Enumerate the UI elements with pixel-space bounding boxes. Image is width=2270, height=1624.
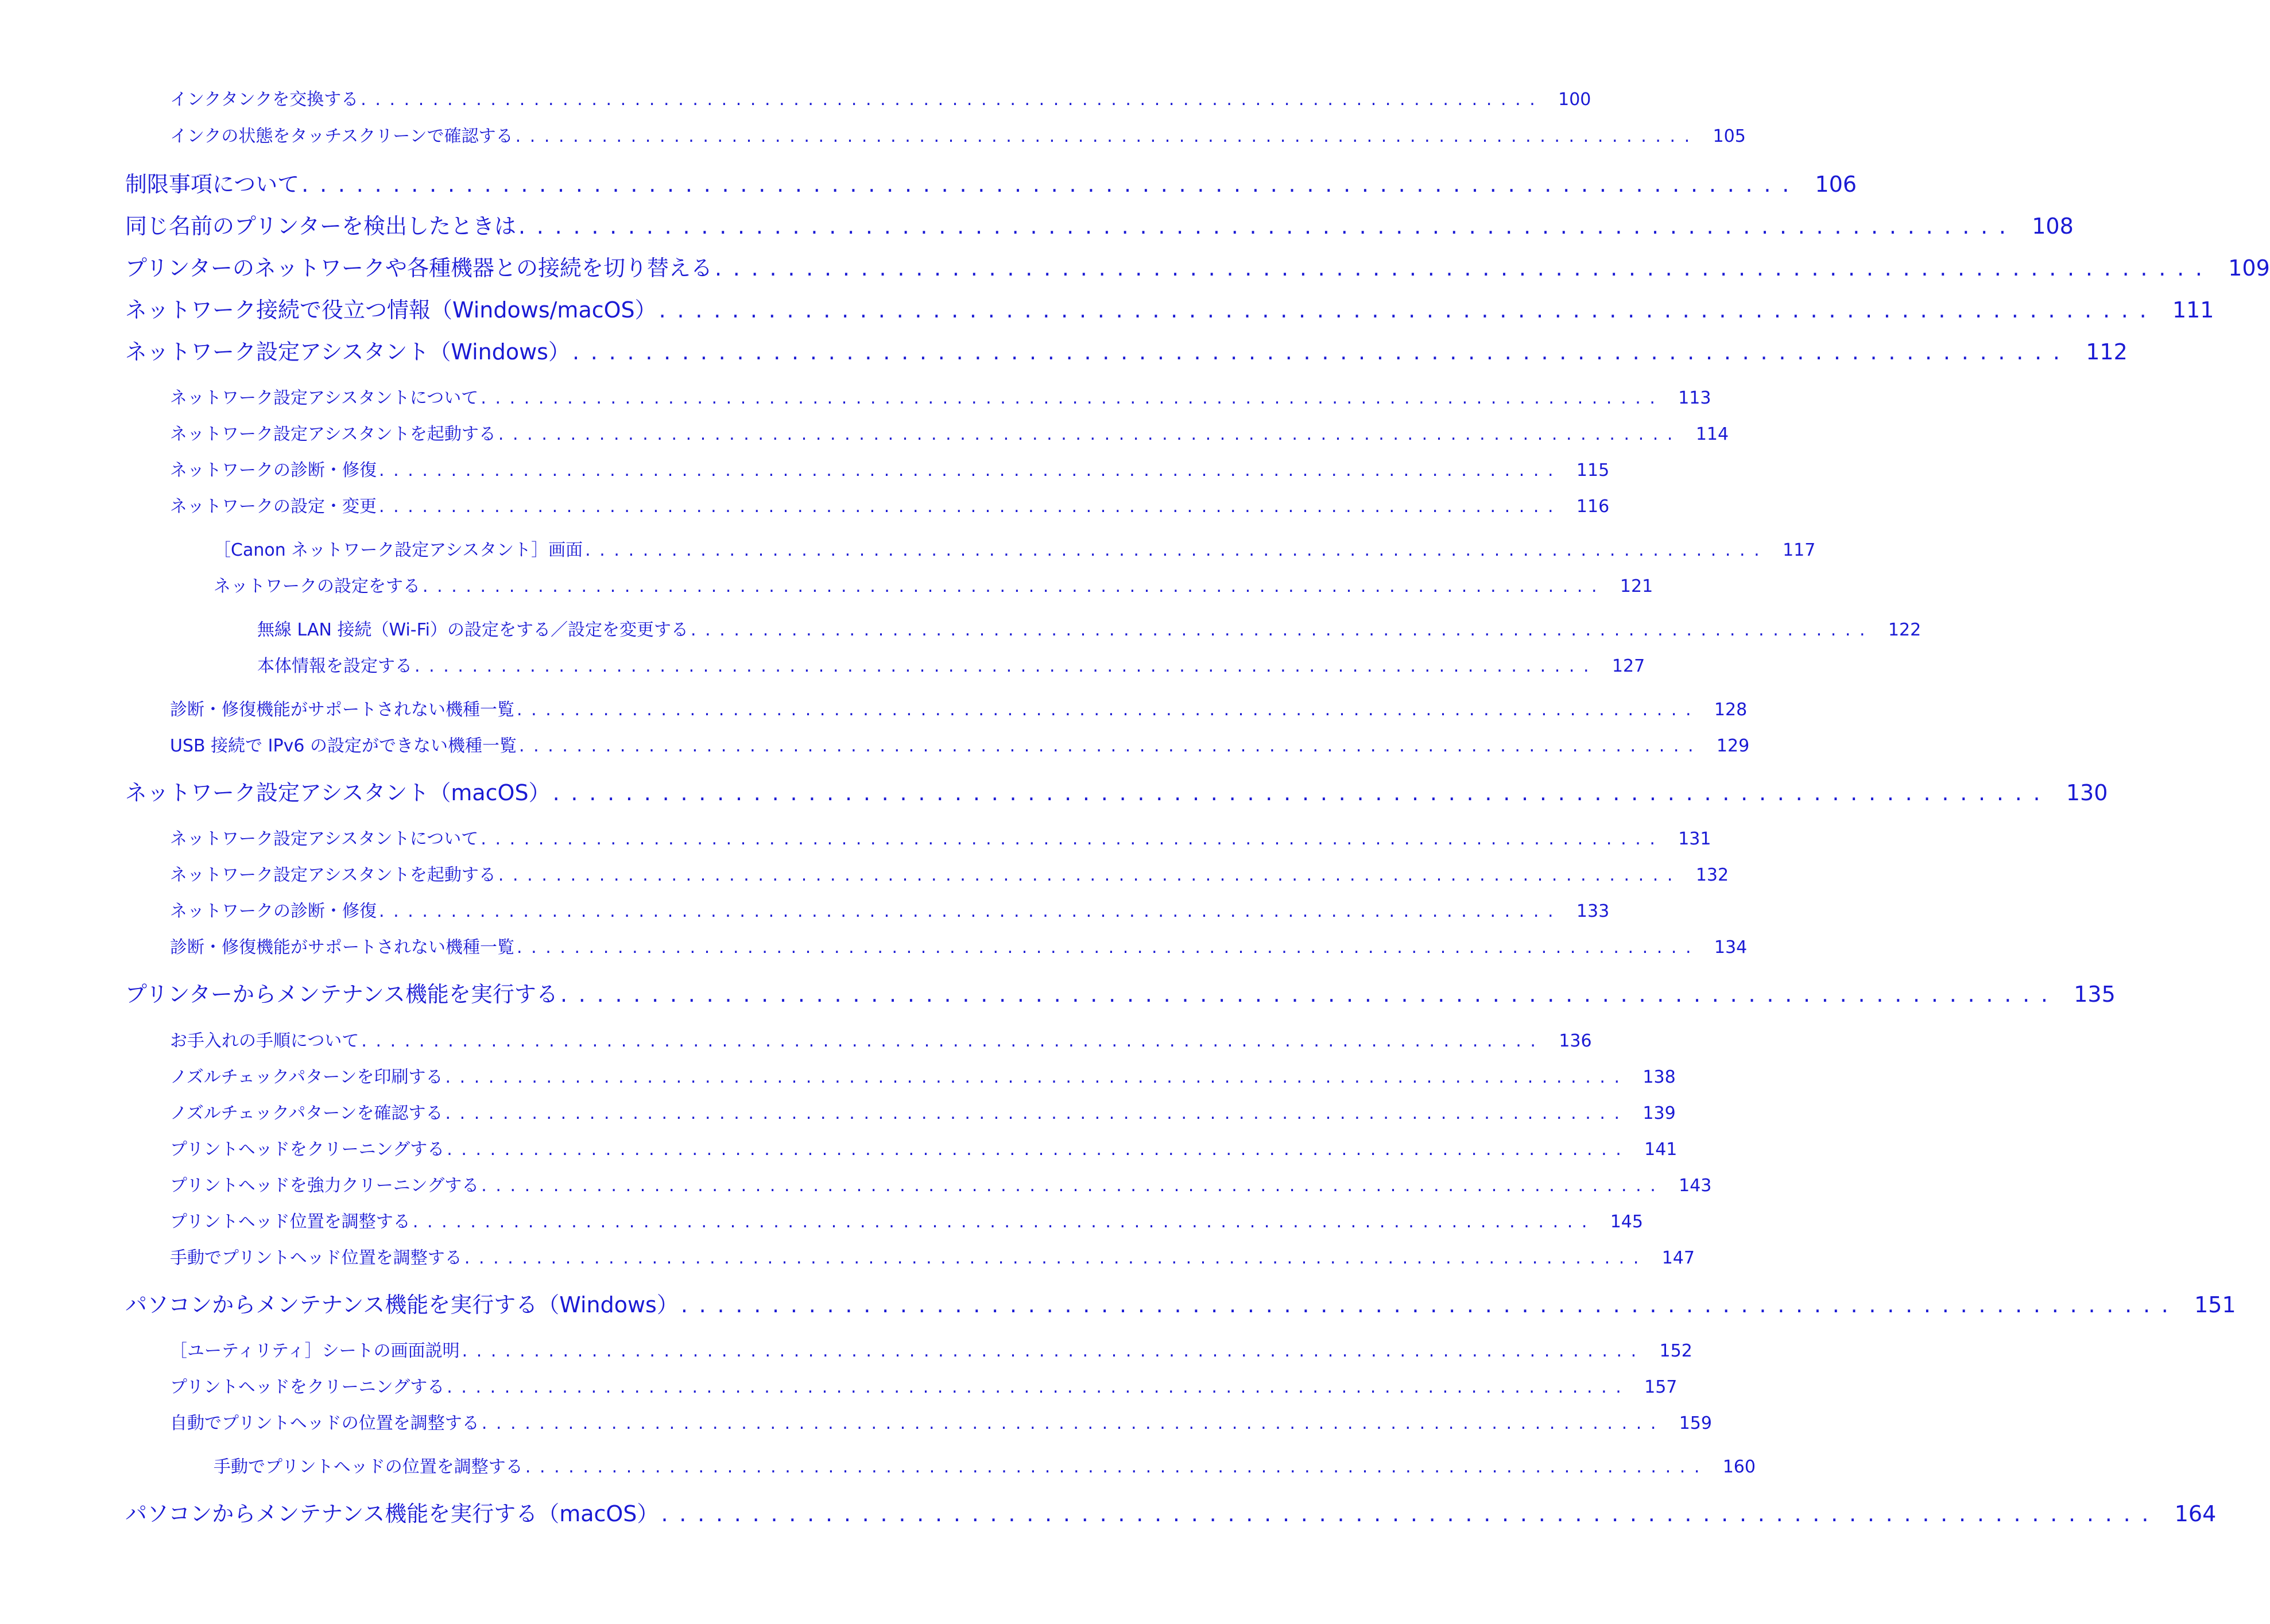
toc-leader-dots: .................................................................................. [658, 297, 2158, 323]
toc-leader-dots: .................................................................................. [585, 540, 1769, 560]
toc-leader-dots: .................................................................................. [518, 214, 2017, 239]
toc-entry-page: 134 [1714, 937, 1748, 958]
toc-entry-page: 133 [1576, 901, 1610, 921]
toc-entry[interactable] [170, 824, 1711, 850]
toc-entry-page: 129 [1716, 736, 1750, 756]
toc-entry-page: 160 [1722, 1457, 1756, 1477]
toc-entry-page: 128 [1714, 700, 1748, 720]
toc-entry-page: 105 [1713, 126, 1746, 146]
toc-entry[interactable] [125, 166, 1857, 198]
toc-entry[interactable] [170, 1336, 1692, 1362]
toc-entry-page: 136 [1559, 1031, 1592, 1051]
toc-entry[interactable] [125, 334, 2128, 366]
toc-entry[interactable] [170, 861, 1729, 886]
toc-entry-title: プリントヘッドをクリーニングする [170, 1377, 445, 1397]
toc-entry-title: ネットワーク設定アシスタントについて [170, 829, 479, 849]
toc-entry-page: 132 [1695, 865, 1729, 885]
toc-entry-title: インクの状態をタッチスクリーンで確認する [170, 126, 513, 146]
toc-entry-title: プリンターからメンテナンス機能を実行する [125, 982, 558, 1007]
toc-entry-title: ノズルチェックパターンを印刷する [170, 1067, 443, 1087]
toc-leader-dots: .................................................................................. [572, 339, 2071, 365]
toc-entry-title: プリントヘッドをクリーニングする [170, 1139, 445, 1160]
toc-entry[interactable] [170, 1409, 1712, 1434]
toc-entry-page: 147 [1661, 1248, 1695, 1268]
toc-entry[interactable] [257, 652, 1645, 677]
toc-entry-title: ノズルチェックパターンを確認する [170, 1103, 443, 1123]
toc-entry-title: 同じ名前のプリンターを検出したときは [125, 214, 516, 239]
toc-entry-title: インクタンクを交換する [170, 90, 359, 110]
toc-entry-page: 111 [2172, 297, 2214, 323]
toc-entry[interactable] [214, 1452, 1756, 1478]
toc-entry-page: 100 [1558, 90, 1591, 110]
toc-leader-dots: .................................................................................. [525, 1457, 1709, 1477]
toc-leader-dots: .................................................................................. [445, 1067, 1629, 1087]
toc-entry-title: ネットワークの設定・変更 [170, 497, 377, 517]
toc-entry-page: 159 [1679, 1413, 1712, 1433]
toc-leader-dots: .................................................................................. [464, 1248, 1648, 1268]
toc-leader-dots: .................................................................................. [517, 937, 1700, 958]
toc-entry-title: ［ユーティリティ］シートの画面説明 [170, 1341, 460, 1361]
toc-entry[interactable] [170, 1026, 1592, 1052]
toc-entry[interactable] [214, 572, 1653, 597]
toc-leader-dots: .................................................................................. [481, 1413, 1665, 1433]
toc-leader-dots: .................................................................................. [517, 700, 1700, 720]
toc-entry[interactable] [125, 250, 2270, 282]
toc-leader-dots: .................................................................................. [379, 901, 1563, 921]
toc-entry[interactable] [125, 1287, 2236, 1319]
toc-leader-dots: .................................................................................. [498, 865, 1682, 885]
toc-entry-page: 135 [2074, 982, 2116, 1007]
toc-entry-title: 本体情報を設定する [257, 656, 412, 676]
toc-entry-page: 109 [2228, 255, 2270, 281]
toc-entry[interactable] [170, 731, 1750, 757]
toc-leader-dots: .................................................................................. [462, 1341, 1645, 1361]
toc-entry[interactable] [170, 122, 1746, 147]
toc-entry[interactable] [214, 536, 1816, 561]
toc-entry-title: 診断・修復機能がサポートされない機種一覧 [170, 700, 514, 720]
toc-leader-dots: .................................................................................. [714, 255, 2214, 281]
toc-leader-dots: .................................................................................. [379, 460, 1563, 480]
toc-entry[interactable] [125, 1496, 2217, 1528]
toc-entry[interactable] [170, 1099, 1676, 1124]
toc-entry[interactable] [170, 1171, 1712, 1196]
toc-entry-page: 138 [1643, 1067, 1676, 1087]
toc-entry-page: 115 [1576, 460, 1610, 480]
toc-entry-title: プリントヘッドを強力クリーニングする [170, 1176, 479, 1196]
toc-leader-dots: .................................................................................. [361, 1031, 1545, 1051]
toc-entry[interactable] [170, 383, 1711, 409]
toc-leader-dots: .................................................................................. [481, 1176, 1665, 1196]
toc-entry-title: ネットワーク設定アシスタント（Windows） [125, 339, 570, 365]
toc-entry[interactable] [170, 492, 1610, 517]
toc-entry-title: 自動でプリントヘッドの位置を調整する [170, 1413, 479, 1433]
toc-entry-title: ［Canon ネットワーク設定アシスタント］画面 [214, 540, 583, 560]
toc-leader-dots: .................................................................................. [379, 497, 1563, 517]
toc-entry[interactable] [125, 976, 2116, 1008]
toc-leader-dots: .................................................................................. [680, 1292, 2180, 1317]
toc-entry[interactable] [170, 420, 1729, 445]
toc-entry-page: 114 [1695, 424, 1729, 444]
toc-leader-dots: .................................................................................. [447, 1377, 1630, 1397]
toc-entry-page: 116 [1576, 497, 1610, 517]
toc-entry-title: プリンターのネットワークや各種機器との接続を切り替える [125, 255, 712, 281]
toc-entry[interactable] [170, 1063, 1676, 1088]
toc-entry-page: 157 [1644, 1377, 1678, 1397]
toc-entry-page: 121 [1620, 576, 1653, 596]
toc-entry[interactable] [170, 456, 1610, 481]
toc-entry-page: 117 [1783, 540, 1816, 560]
toc-entry-title: パソコンからメンテナンス機能を実行する（macOS） [125, 1501, 659, 1526]
toc-entry-page: 112 [2086, 339, 2128, 365]
toc-leader-dots: .................................................................................. [481, 388, 1664, 408]
toc-entry[interactable] [170, 897, 1610, 922]
toc-leader-dots: .................................................................................. [481, 829, 1664, 849]
toc-entry[interactable] [125, 208, 2074, 240]
toc-entry[interactable] [125, 775, 2108, 807]
toc-entry[interactable] [170, 85, 1591, 110]
toc-leader-dots: .................................................................................. [560, 982, 2059, 1007]
toc-entry[interactable] [257, 615, 1922, 641]
toc-leader-dots: .................................................................................. [423, 576, 1606, 596]
toc-entry-title: 制限事項について [125, 172, 300, 197]
toc-entry-title: パソコンからメンテナンス機能を実行する（Windows） [125, 1292, 679, 1317]
toc-leader-dots: .................................................................................. [552, 780, 2052, 805]
toc-leader-dots: .................................................................................. [515, 126, 1699, 146]
toc-entry-page: 143 [1679, 1176, 1712, 1196]
toc-entry-page: 106 [1815, 172, 1857, 197]
toc-entry[interactable] [170, 933, 1748, 958]
toc-entry-title: お手入れの手順について [170, 1031, 359, 1051]
toc-entry-page: 139 [1643, 1103, 1676, 1123]
toc-entry-title: ネットワークの診断・修復 [170, 901, 377, 921]
toc-leader-dots: .................................................................................. [445, 1103, 1629, 1123]
toc-entry-title: 無線 LAN 接続（Wi-Fi）の設定をする／設定を変更する [257, 620, 689, 640]
toc-entry[interactable] [125, 292, 2214, 324]
toc-entry-title: ネットワーク設定アシスタントを起動する [170, 424, 496, 444]
toc-entry-page: 152 [1659, 1341, 1692, 1361]
toc-entry-page: 164 [2174, 1501, 2217, 1526]
toc-entry[interactable] [170, 695, 1748, 720]
toc-entry-page: 108 [2032, 214, 2074, 239]
toc-leader-dots: .................................................................................. [661, 1501, 2160, 1526]
toc-entry-page: 130 [2066, 780, 2108, 805]
toc-leader-dots: .................................................................................. [691, 620, 1874, 640]
toc-entry-title: ネットワーク設定アシスタントについて [170, 388, 479, 408]
toc-leader-dots: .................................................................................. [447, 1139, 1630, 1160]
toc-entry-title: 手動でプリントヘッド位置を調整する [170, 1248, 462, 1268]
toc-entry[interactable] [170, 1207, 1643, 1232]
toc-entry-page: 127 [1612, 656, 1645, 676]
toc-entry-title: プリントヘッド位置を調整する [170, 1212, 410, 1232]
toc-leader-dots: .................................................................................. [412, 1212, 1596, 1232]
toc-entry-page: 141 [1644, 1139, 1678, 1160]
toc-entry-page: 151 [2194, 1292, 2236, 1317]
toc-entry-title: ネットワーク設定アシスタント（macOS） [125, 780, 551, 805]
toc-leader-dots: .................................................................................. [498, 424, 1682, 444]
toc-entry-page: 131 [1678, 829, 1711, 849]
toc-entry[interactable] [170, 1373, 1678, 1398]
toc-entry[interactable] [170, 1243, 1695, 1269]
toc-leader-dots: .................................................................................. [415, 656, 1598, 676]
toc-entry-title: 診断・修復機能がサポートされない機種一覧 [170, 937, 514, 958]
toc-entry-title: ネットワーク接続で役立つ情報（Windows/macOS） [125, 297, 657, 323]
toc-entry-title: ネットワークの診断・修復 [170, 460, 377, 480]
toc-entry-page: 113 [1678, 388, 1711, 408]
toc-entry-page: 145 [1610, 1212, 1643, 1232]
toc-entry-title: ネットワークの設定をする [214, 576, 420, 596]
toc-leader-dots: .................................................................................. [518, 736, 1703, 756]
toc-entry-title: 手動でプリントヘッドの位置を調整する [214, 1457, 523, 1477]
toc-leader-dots: .................................................................................. [301, 172, 1801, 197]
toc-entry[interactable] [170, 1135, 1678, 1160]
toc-leader-dots: .................................................................................. [361, 90, 1544, 110]
toc-entry-title: ネットワーク設定アシスタントを起動する [170, 865, 496, 885]
toc-entry-title: USB 接続で IPv6 の設定ができない機種一覧 [170, 736, 517, 756]
toc-entry-page: 122 [1888, 620, 1922, 640]
